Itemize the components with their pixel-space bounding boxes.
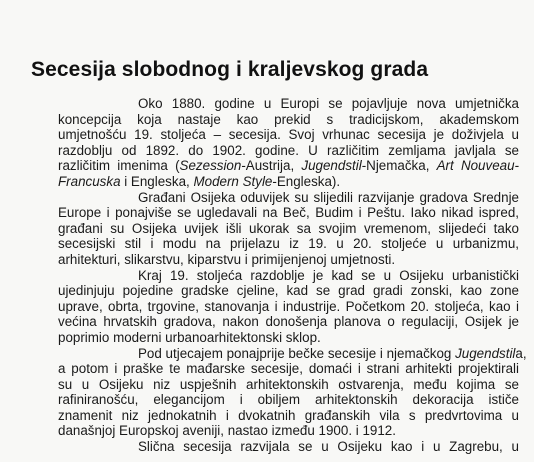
text-line: Slična secesija razvijala se u Osijeku kao i u Zagrebu, u [138,439,519,455]
page-title: Secesija slobodnog i kraljevskog grada [31,58,429,81]
paragraph [58,439,519,455]
paragraph [58,345,527,440]
text-line: znamenit niz jednokatnih i dvokatnih građanskih vila s predvrtovima u [58,407,519,423]
text-line: poprimio moderni urbanoarhitektonski sklop. [58,329,321,345]
text-line: razdoblju od 1892. do 1902. godine. U različitim zemljama javljala se [58,142,519,158]
text-line: su u Osijeku niz uspješnih arhitektonskih ostvarenja, među kojima se [58,376,519,392]
article-body [58,96,527,455]
text-line: različitim imenima (Sezession-Austrija, Jugendstil-Njemačka, Art Nouveau- [58,158,519,174]
text-line: Francuska i Engleska, Modern Style-Engleska). [58,173,341,189]
text-line: ujedinjuju pojedine gradske cjeline, kad se grad gradi zonski, kao zone [58,283,519,299]
text-line: umjetnošću 19. stoljeća – secesija. Svoj vrhunac secesija je doživjela u [58,127,519,143]
text-line: Oko 1880. godine u Europi se pojavljuje nova umjetnička [138,96,519,111]
text-line: građani su Osijeka uvijek išli ukorak sa svojim vremenom, slijedeći tako [58,220,519,236]
text-line: koncepcija koja nastaje kao prekid s tradicijskom, akademskom [58,111,519,127]
paragraph [58,96,519,190]
text-line: secesijski stil i modu na prijelazu iz 19. u 20. stoljeće u urbanizmu, [58,236,519,252]
text-line: arhitekturi, slikarstvu, kiparstvu i primijenjenoj umjetnosti. [58,251,396,267]
text-line: rafiniranošću, elegancijom i obiljem arhitektonskih dekoracija ističe [58,392,519,408]
paragraph [58,190,519,268]
text-line: a potom i praške te mađarske secesije, domaći i strani arhitekti projektirali [58,361,519,377]
text-line: Kraj 19. stoljeća razdoblje je kad se u Osijeku urbanistički [138,267,519,283]
text-line: Pod utjecajem ponajprije bečke secesije i njemačkog Jugendstila, [138,345,527,361]
text-line: Građani Osijeka oduvijek su slijedili razvijanje gradova Srednje [138,189,519,205]
text-line: uprave, obrta, trgovine, stanovanja i industrije. Početkom 20. stoljeća, kao i [58,298,519,314]
paragraph [58,268,519,346]
text-line: većina hrvatskih gradova, nakon donošenja planova o regulaciji, Osijek je [58,314,519,330]
text-line: današnjoj Europskoj aveniji, nastao između 1900. i 1912. [58,423,396,439]
text-line: Europe i ponajviše se ugledavali na Beč, Budim i Peštu. Iako nikad ispred, [58,205,519,221]
